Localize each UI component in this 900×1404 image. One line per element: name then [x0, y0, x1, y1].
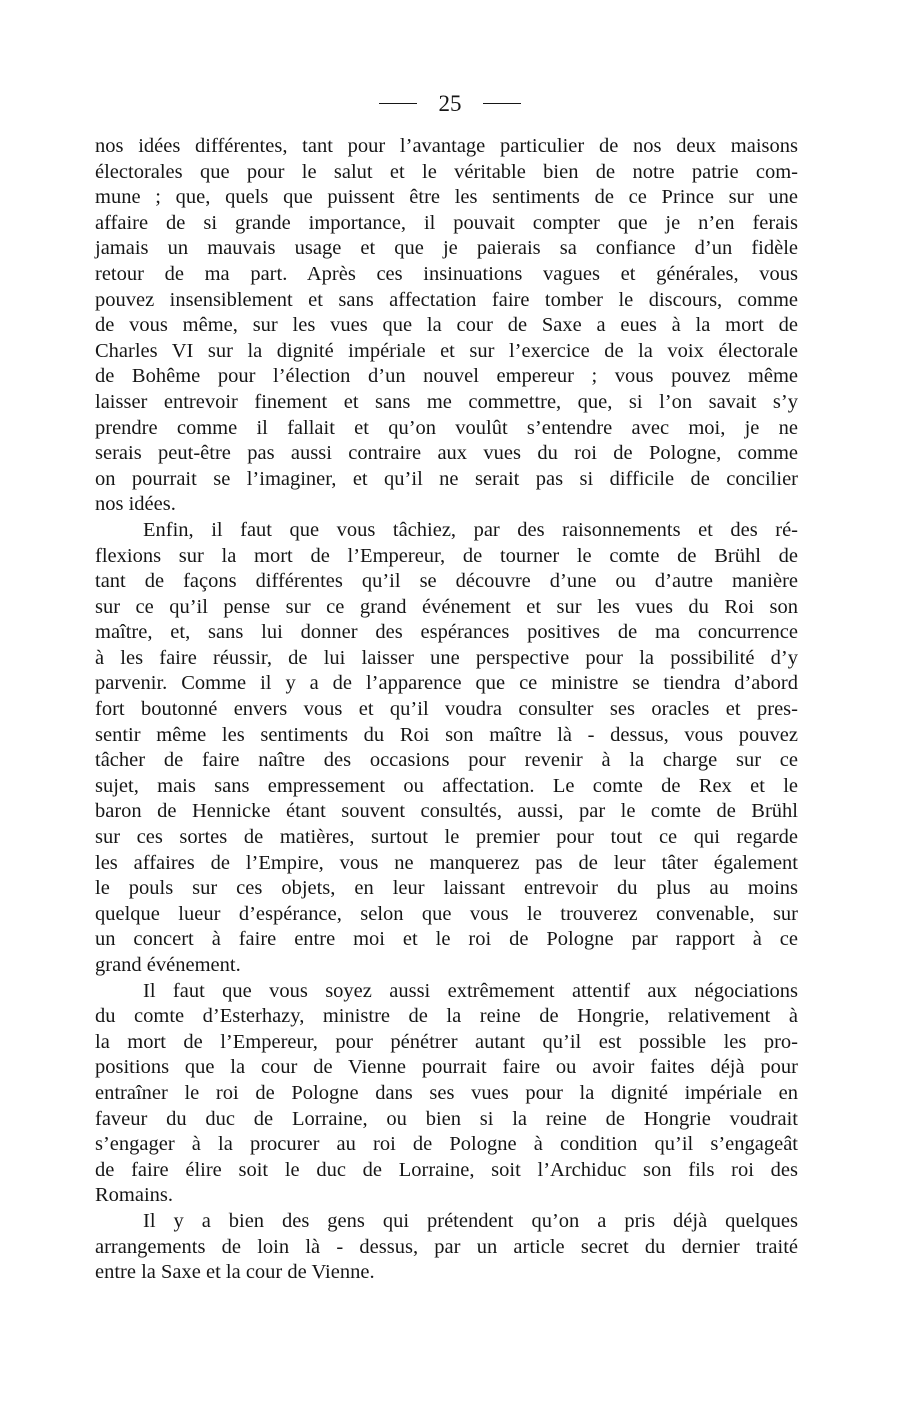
text-line: de Bohême pour l’élection d’un nouvel empereur ; vous pouvez même	[95, 365, 798, 388]
text-line: positions que la cour de Vienne pourrait faire ou avoir faites déjà pour	[95, 1056, 798, 1079]
text-line: faveur du duc de Lorraine, ou bien si la reine de Hongrie voudrait	[95, 1107, 798, 1130]
body-text	[95, 134, 798, 1286]
text-line: jamais un mauvais usage et que je paierais sa confiance d’un fidèle	[95, 237, 798, 260]
text-line: Charles VI sur la dignité impériale et sur l’exercice de la voix électorale	[95, 339, 798, 362]
text-line: quelque lueur d’espérance, selon que vous le trouverez convenable, sur	[95, 902, 798, 925]
text-line: parvenir. Comme il y a de l’apparence que ce ministre se tiendra d’abord	[95, 672, 798, 695]
text-line: sujet, mais sans empressement ou affectation. Le comte de Rex et le	[95, 774, 798, 797]
paragraph	[95, 1209, 798, 1286]
text-line: un concert à faire entre moi et le roi de Pologne par rapport à ce	[95, 928, 798, 951]
text-line: de faire élire soit le duc de Lorraine, soit l’Archiduc son fils roi des	[95, 1158, 798, 1181]
text-line: baron de Hennicke étant souvent consultés, aussi, par le comte de Brühl	[95, 800, 798, 823]
header-rule-left	[379, 103, 417, 104]
text-line: tâcher de faire naître des occasions pour revenir à la charge sur ce	[95, 749, 798, 772]
page-header	[0, 88, 900, 118]
text-line: entre la Saxe et la cour de Vienne.	[95, 1261, 375, 1284]
text-line: nos idées.	[95, 493, 176, 516]
text-line: fort boutonné envers vous et qu’il voudra consulter ses oracles et pres-	[95, 698, 798, 721]
text-line: grand événement.	[95, 954, 241, 976]
text-line: la mort de l’Empereur, pour pénétrer autant qu’il est possible les pro-	[95, 1030, 798, 1053]
text-line: à les faire réussir, de lui laisser une perspective pour la possibilité d’y	[95, 646, 798, 669]
text-line: arrangements de loin là - dessus, par un article secret du dernier traité	[95, 1235, 798, 1258]
text-line: nos idées différentes, tant pour l’avantage particulier de nos deux maisons	[95, 135, 798, 157]
text-line: les affaires de l’Empire, vous ne manquerez pas de leur tâter également	[95, 851, 798, 874]
text-line: sur ces sortes de matières, surtout le premier pour tout ce qui regarde	[95, 826, 798, 849]
text-line: serais peut-être pas aussi contraire aux vues du roi de Pologne, comme	[95, 442, 798, 465]
text-line: mune ; que, quels que puissent être les sentiments de ce Prince sur une	[95, 186, 798, 209]
header-rule-right	[483, 103, 521, 104]
paragraph	[95, 518, 798, 979]
text-line: sur ce qu’il pense sur ce grand événement et sur les vues du Roi son	[95, 595, 798, 618]
text-line: Enfin, il faut que vous tâchiez, par des raisonnements et des ré-	[143, 518, 798, 541]
text-line: entraîner le roi de Pologne dans ses vues pour la dignité impériale en	[95, 1081, 798, 1104]
text-line: Il faut que vous soyez aussi extrêmement attentif aux négociations	[143, 979, 798, 1002]
paragraph	[95, 134, 798, 518]
text-line: maître, et, sans lui donner des espérances positives de ma concurrence	[95, 621, 798, 644]
text-line: s’engager à la procurer au roi de Pologne à condition qu’il s’engageât	[95, 1133, 798, 1156]
text-line: flexions sur la mort de l’Empereur, de tourner le comte de Brühl de	[95, 544, 798, 567]
text-line: prendre comme il fallait et qu’on voulût s’entendre avec moi, je ne	[95, 416, 798, 439]
text-line: Romains.	[95, 1184, 174, 1207]
text-line: électorales que pour le salut et le véritable bien de notre patrie com-	[95, 160, 798, 183]
text-line: retour de ma part. Après ces insinuations vagues et générales, vous	[95, 262, 798, 285]
paragraph	[95, 979, 798, 1209]
text-line: tant de façons différentes qu’il se découvre d’une ou d’autre manière	[95, 570, 798, 593]
text-line: Il y a bien des gens qui prétendent qu’on a pris déjà quelques	[143, 1209, 798, 1232]
text-line: pouvez insensiblement et sans affectation faire tomber le discours, comme	[95, 288, 798, 311]
text-line: affaire de si grande importance, il pouvait compter que je n’en ferais	[95, 211, 798, 234]
text-line: on pourrait se l’imaginer, et qu’il ne serait pas si difficile de concilier	[95, 467, 798, 490]
text-line: laisser entrevoir finement et sans me commettre, que, si l’on savait s’y	[95, 390, 798, 413]
text-line: de vous même, sur les vues que la cour de Saxe a eues à la mort de	[95, 314, 798, 337]
text-line: du comte d’Esterhazy, ministre de la reine de Hongrie, relativement à	[95, 1005, 798, 1028]
text-line: sentir même les sentiments du Roi son maître là - dessus, vous pouvez	[95, 723, 798, 746]
text-line: le pouls sur ces objets, en leur laissant entrevoir du plus au moins	[95, 877, 798, 900]
page-number: 25	[438, 90, 462, 116]
